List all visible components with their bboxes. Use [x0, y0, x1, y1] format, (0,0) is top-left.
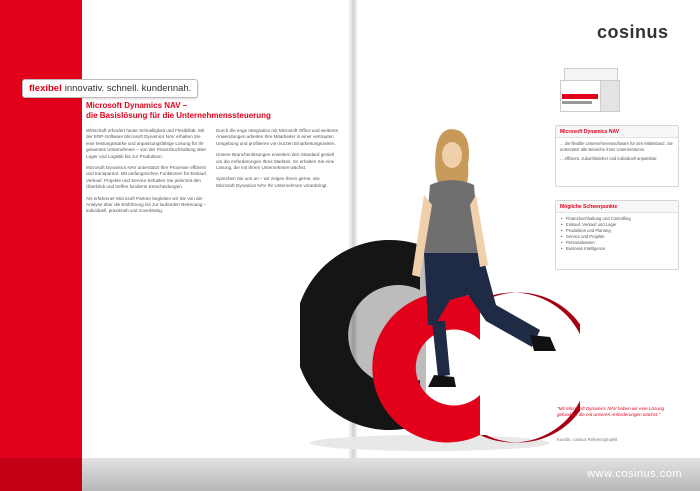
tagline-rest: innovativ. schnell. kundennah.	[64, 83, 192, 94]
list-item: • Einkauf, Verkauf und Lager	[566, 222, 674, 228]
list-item: • Finanzbuchhaltung und Controlling	[566, 216, 674, 222]
footer-bar	[0, 458, 700, 491]
footer-url[interactable]: www.cosinus.com	[587, 468, 682, 480]
info-box-title: Microsoft Dynamics NAV	[556, 126, 678, 138]
body-paragraph: Sprechen Sie uns an – wir zeigen Ihnen gerne, wie Microsoft Dynamics NAV Ihr Unternehmen voranbringt.	[216, 176, 328, 188]
tagline	[22, 79, 198, 98]
red-band	[0, 0, 82, 458]
cosinus-logo	[597, 22, 669, 43]
logo-text: cosinus	[597, 22, 669, 42]
headline-line1: Microsoft Dynamics NAV –	[86, 101, 188, 110]
list-item: • Produktion und Planung	[566, 228, 674, 234]
headline-line2: die Basislösung für die Unternehmenssteuerung	[86, 111, 271, 120]
info-box-focus	[555, 200, 679, 270]
focus-list	[560, 216, 674, 252]
list-item: • Personalwesen	[566, 240, 674, 246]
info-box-title: Mögliche Schwerpunkte	[556, 201, 678, 213]
customer-quote: "Mit Microsoft Dynamics NAV haben wir eine Lösung gefunden, die mit unseren Anforderungen wächst."	[557, 406, 665, 417]
body-paragraph: Microsoft Dynamics NAV unterstützt Ihre Prozesse effizient und transparent. Mit umfangreichen Funktionen für Einkauf, Verkauf, Projekte und Service behalten Sie jederzeit den Überblick und treffen fundierte Entscheidungen.	[86, 165, 208, 190]
body-column-1	[86, 128, 209, 220]
list-item: • Business Intelligence	[566, 246, 674, 252]
woman-on-logo-photo	[300, 125, 580, 455]
info-box-text: ... effizient, zukunftssicher und individuell anpassbar.	[560, 156, 658, 161]
info-box-dynamics	[555, 125, 679, 187]
body-paragraph: Wirtschaft erfordert heute Schnelligkeit und Flexibilität. Mit der ERP-Software Microsoft Dynamics NAV erhalten Sie eine leistungsstarke und anpassungsfähige Lösung für Ihr gesamtes Unternehmen – von der Finanzbuchhaltung über Lager und Logistik bis zur Produktion.	[86, 128, 207, 159]
info-box-text: ... die flexible Unternehmenssoftware für den Mittelstand. Sie unterstützt alle Bereiche Ihres Unternehmens.	[560, 141, 673, 152]
body-paragraph: Durch die enge Integration mit Microsoft Office und weiteren Anwendungen arbeiten Ihre Mitarbeiter in einer vertrauten Umgebung und profitieren von kurzen Einarbeitungszeiten.	[216, 128, 339, 146]
footer-red-block	[0, 458, 82, 491]
body-paragraph: Als erfahrener Microsoft Partner begleiten wir Sie von der Analyse über die Einführung bis zur laufenden Betreuung – individuell, praxisnah und zuverlässig.	[86, 195, 207, 214]
quote-author: Kundin, cosinus Referenzprojekt	[557, 437, 618, 442]
software-box-image	[560, 68, 618, 116]
cosinus-logo-sculpture	[300, 125, 580, 455]
body-paragraph: Unsere Branchenlösungen erweitern den Standard gezielt um die Anforderungen Ihres Marktes. So erhalten Sie eine Lösung, die mit Ihrem Unternehmen wächst.	[216, 152, 335, 171]
headline	[86, 101, 336, 121]
list-item: • Service und Projekte	[566, 234, 674, 240]
tagline-first-word: flexibel	[29, 83, 62, 94]
